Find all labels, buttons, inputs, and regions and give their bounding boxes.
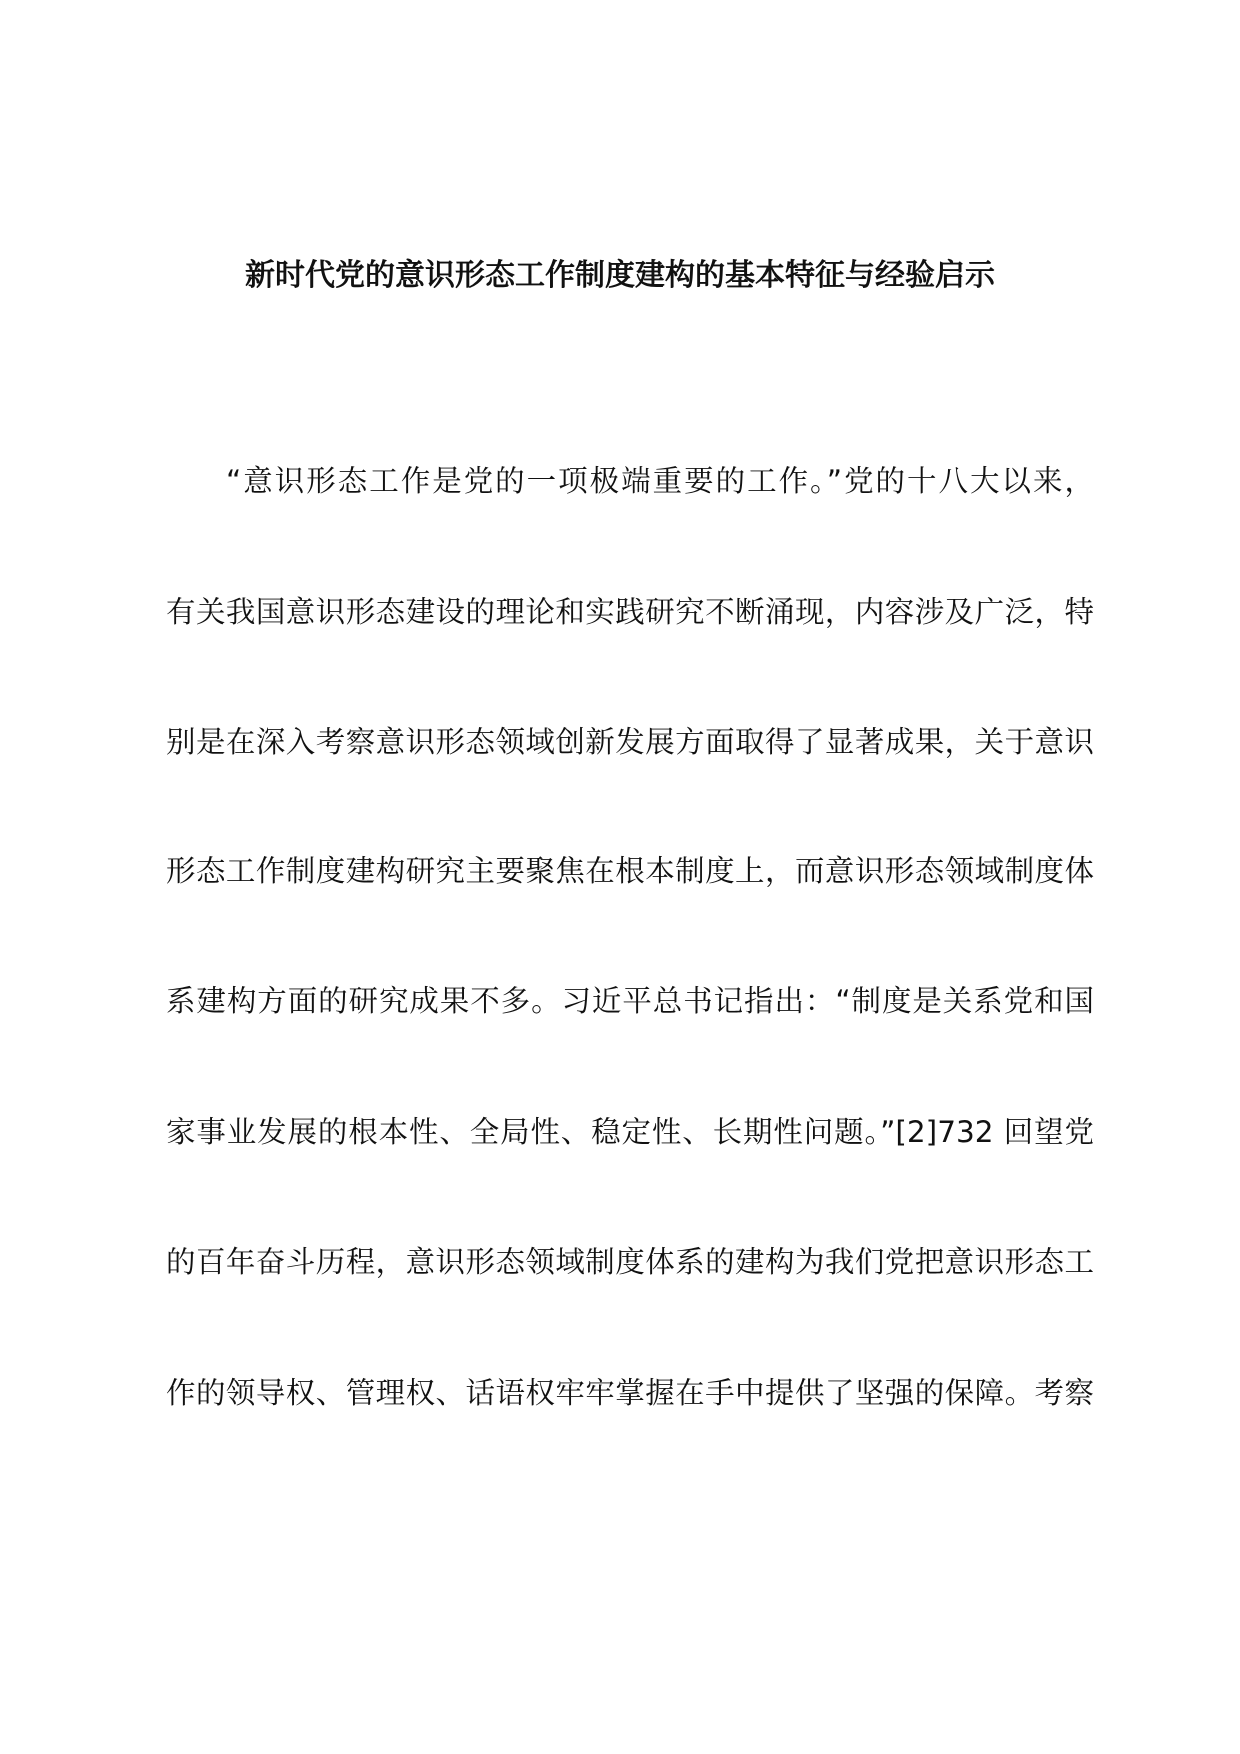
body-line: 作的领导权、管理权、话语权牢牢掌握在手中提供了坚强的保障。考察 — [166, 1376, 1094, 1410]
document-title: 新时代党的意识形态工作制度建构的基本特征与经验启示 — [245, 258, 995, 293]
body-line: 有关我国意识形态建设的理论和实践研究不断涌现，内容涉及广泛，特 — [166, 595, 1094, 629]
body-line: 形态工作制度建构研究主要聚焦在根本制度上，而意识形态领域制度体 — [166, 854, 1094, 888]
body-line: 家事业发展的根本性、全局性、稳定性、长期性问题。”[2]732 回望党 — [166, 1115, 1094, 1149]
body-line: 的百年奋斗历程，意识形态领域制度体系的建构为我们党把意识形态工 — [166, 1245, 1094, 1279]
body-line: 系建构方面的研究成果不多。习近平总书记指出：“制度是关系党和国 — [166, 984, 1094, 1018]
body-line: 别是在深入考察意识形态领域创新发展方面取得了显著成果，关于意识 — [166, 725, 1094, 759]
body-line: “意识形态工作是党的一项极端重要的工作。”党的十八大以来， — [226, 464, 1094, 498]
